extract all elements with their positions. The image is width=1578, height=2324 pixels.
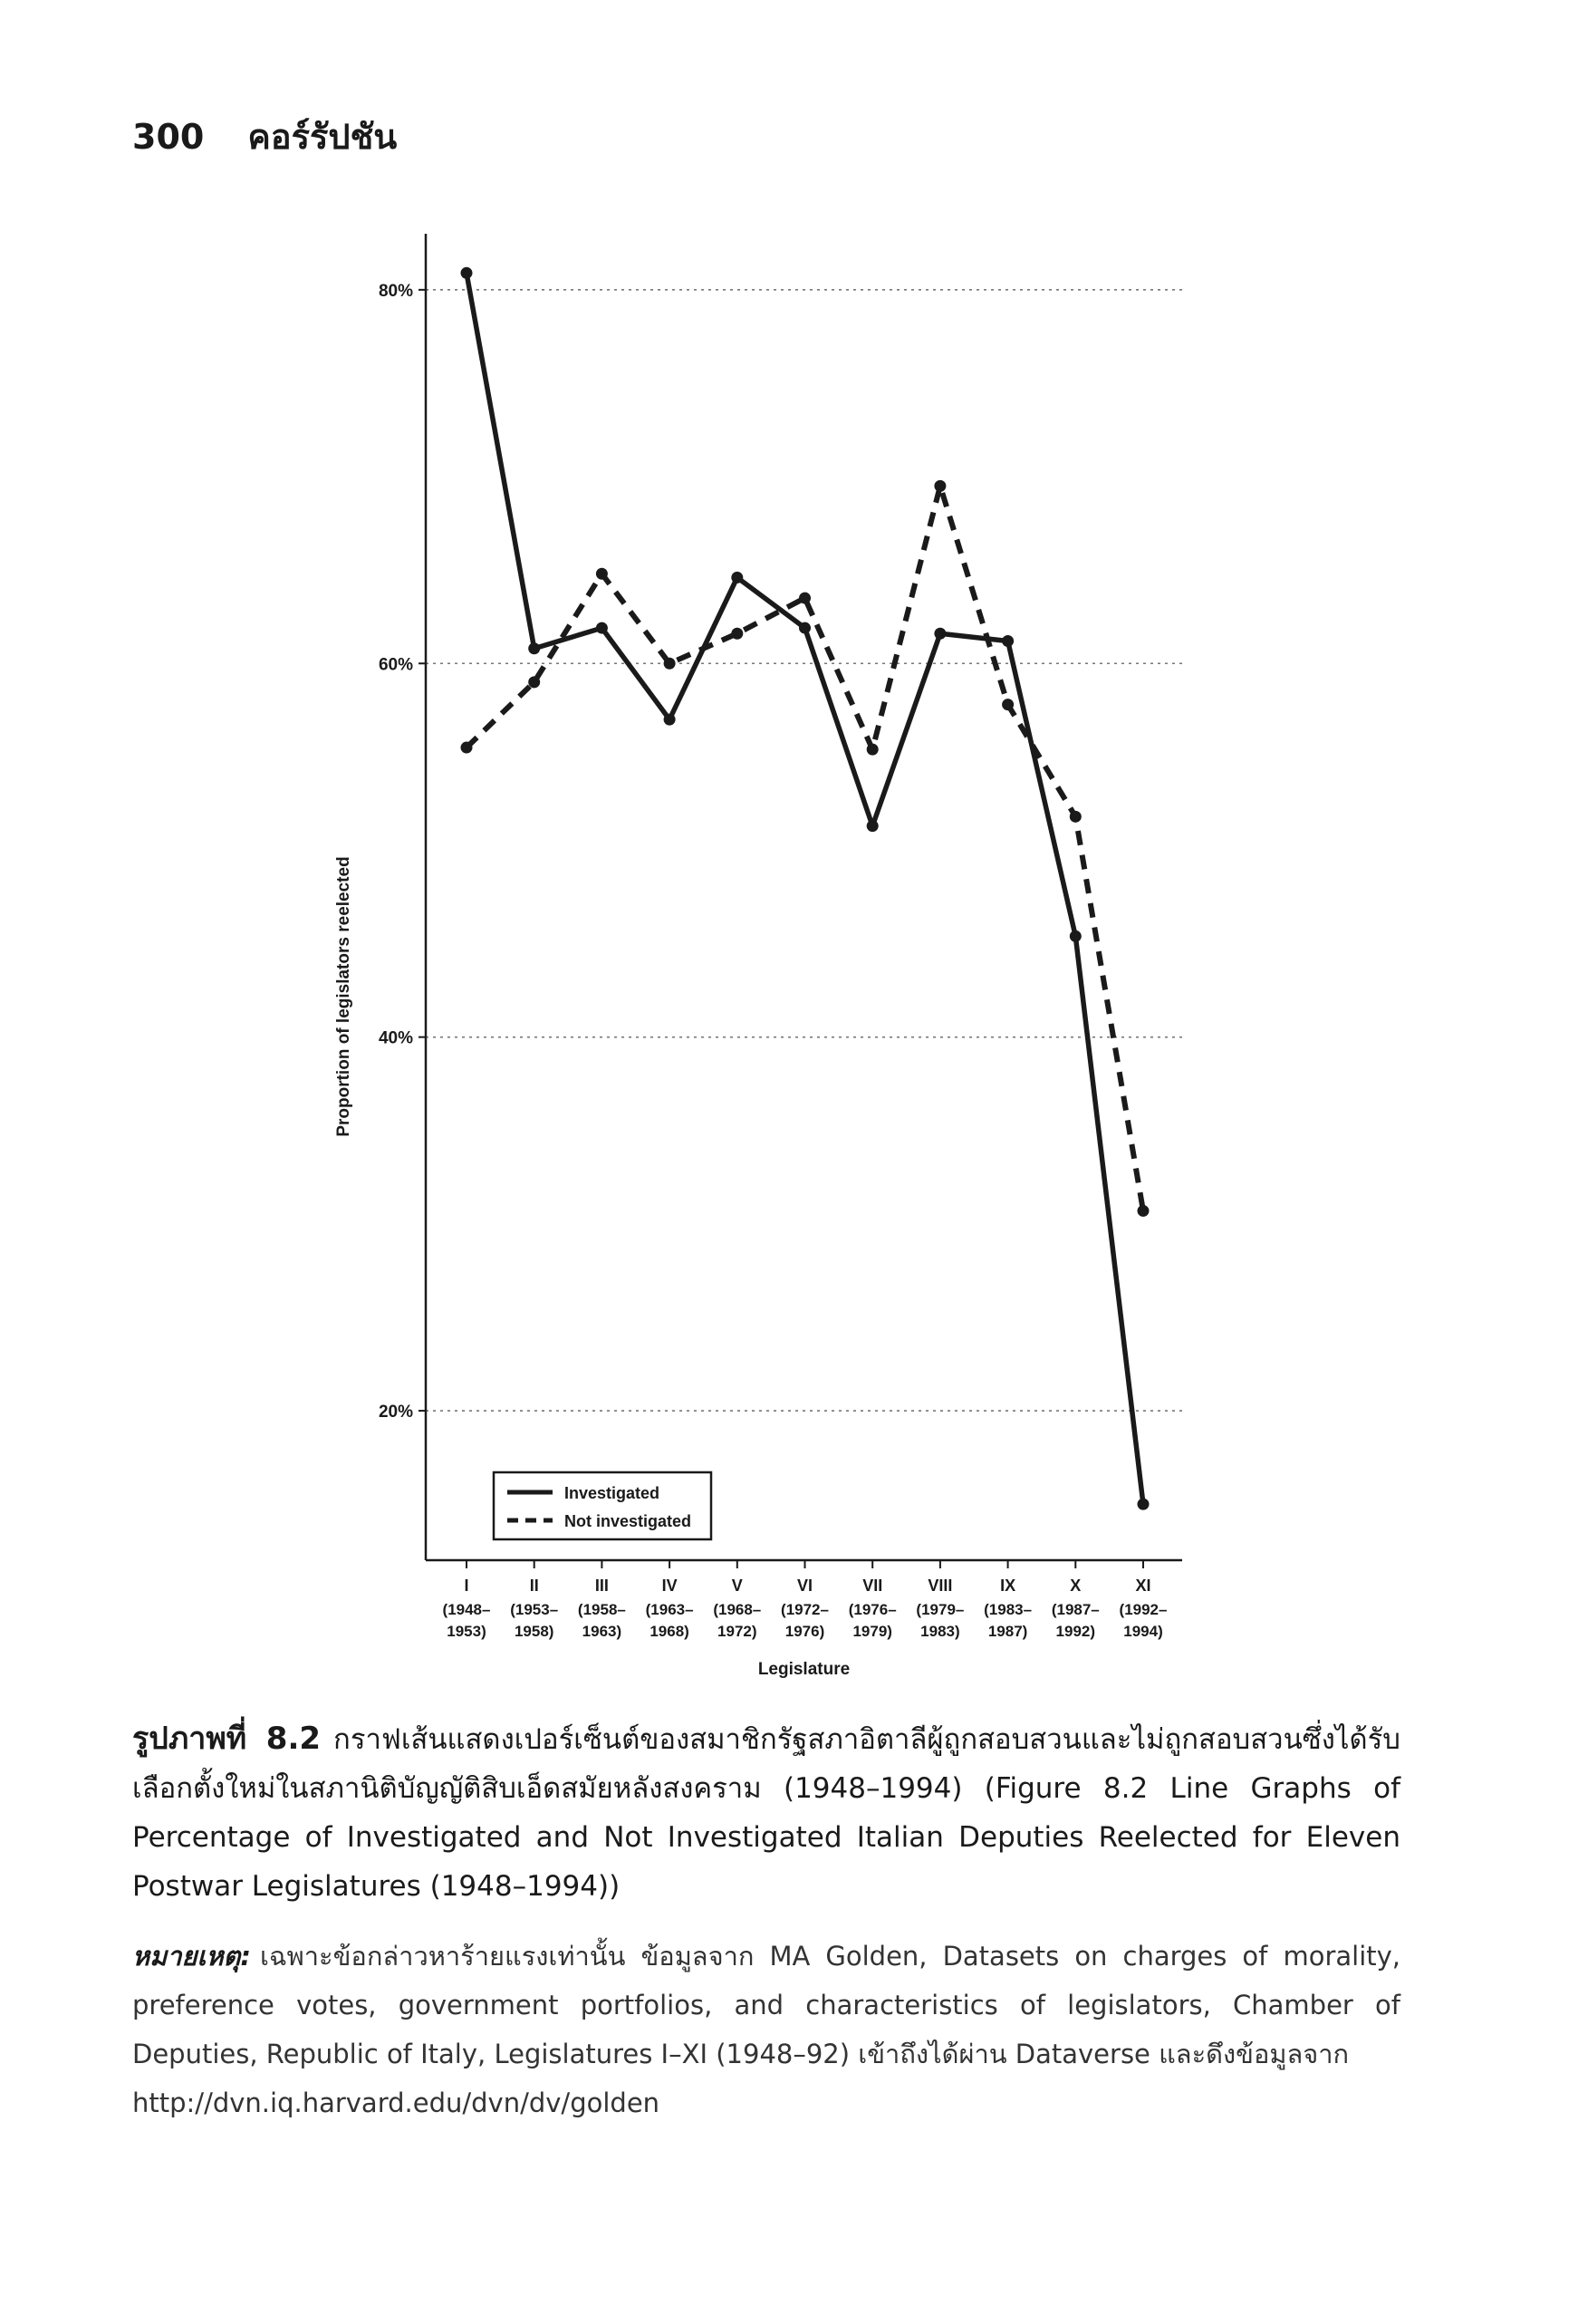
data-point-investigated — [1070, 931, 1082, 942]
x-tick-label-roman: VII — [862, 1577, 883, 1595]
figure-label: รูปภาพที่ 8.2 — [132, 1721, 322, 1757]
x-axis-title: Legislature — [757, 1660, 851, 1679]
data-point-not-investigated — [1070, 811, 1082, 823]
x-tick-label-years-end: 1994) — [1123, 1623, 1163, 1640]
note-url: http://dvn.iq.harvard.edu/dvn/dv/golden — [132, 2088, 660, 2118]
y-tick-label: 60% — [378, 655, 413, 675]
data-point-investigated — [799, 622, 811, 634]
data-point-investigated — [934, 628, 946, 640]
x-tick-label-years-start: (1972– — [781, 1601, 829, 1618]
x-tick-label-roman: V — [731, 1577, 743, 1595]
running-title: คอร์รัปชัน — [247, 117, 398, 157]
note-label: หมายเหตุ: — [132, 1941, 251, 1972]
data-point-investigated — [664, 714, 676, 726]
x-tick-label-roman: VI — [796, 1577, 813, 1595]
note-text: เฉพาะข้อกล่าวหาร้ายแรงเท่านั้น ข้อมูลจาก MA Golden, Datasets on charges of morality, preference votes, government portfolios, and characteristics of legislators, Chamber of Deputies, Republic of Italy, Legislatures I–XI (1948–92) เข้าถึงได้ผ่าน Dataverse และดึงข้อมูลจาก — [132, 1941, 1400, 2069]
y-tick-label: 20% — [378, 1403, 413, 1422]
x-tick-label-years-end: 1987) — [987, 1623, 1028, 1640]
grid-layer — [426, 290, 1182, 1411]
data-point-not-investigated — [731, 628, 743, 640]
y-tick-label: 80% — [378, 281, 413, 301]
x-tick-label-roman: X — [1070, 1577, 1082, 1595]
x-tick-label-roman: II — [529, 1577, 539, 1595]
data-point-not-investigated — [1138, 1205, 1150, 1217]
x-tick-label-years-start: (1992– — [1119, 1601, 1168, 1618]
data-point-not-investigated — [664, 658, 676, 670]
x-tick-label-years-end: 1953) — [447, 1623, 486, 1640]
data-point-investigated — [731, 572, 743, 583]
data-point-investigated — [461, 267, 473, 279]
data-point-not-investigated — [461, 742, 473, 754]
figure-note — [132, 1932, 1400, 2127]
x-tick-label-years-end: 1958) — [514, 1623, 554, 1640]
x-tick-label-years-end: 1972) — [717, 1623, 757, 1640]
y-tick-label: 40% — [378, 1028, 413, 1048]
x-tick-label-years-start: (1963– — [645, 1601, 694, 1618]
x-tick-label-roman: VIII — [928, 1577, 953, 1595]
figure-caption — [132, 1714, 1400, 1911]
data-point-investigated — [867, 820, 879, 832]
x-tick-label-years-start: (1958– — [577, 1601, 626, 1618]
x-tick-label-years-end: 1968) — [649, 1623, 689, 1640]
data-point-not-investigated — [934, 480, 946, 492]
series-line-investigated — [467, 273, 1143, 1504]
legend-label-investigated: Investigated — [564, 1484, 660, 1502]
legend — [494, 1472, 711, 1539]
data-point-investigated — [596, 622, 608, 634]
x-tick-label-years-start: (1953– — [510, 1601, 559, 1618]
caption-text: กราฟเส้นแสดงเปอร์เซ็นต์ของสมาชิกรัฐสภาอิตาลีผู้ถูกสอบสวนและไม่ถูกสอบสวนซึ่งได้รับเลือกตั้งใหม่ในสภานิติบัญญัติสิบเอ็ดสมัยหลังสงคราม (1948–1994) (Figure 8.2 Line Graphs of Percentage of Investigated and Not Investigated Italian Deputies Reelected for Eleven Postwar Legislatures (1948–1994)) — [132, 1723, 1400, 1903]
y-axis-title: Proportion of legislators reelected — [334, 856, 353, 1137]
x-tick-label-years-end: 1979) — [852, 1623, 892, 1640]
data-point-investigated — [1002, 635, 1014, 647]
data-point-not-investigated — [596, 568, 608, 580]
x-tick-label-years-start: (1979– — [916, 1601, 965, 1618]
x-tick-label-years-start: (1987– — [1051, 1601, 1100, 1618]
x-tick-label-years-start: (1948– — [442, 1601, 491, 1618]
data-point-investigated — [528, 642, 540, 654]
page-number: 300 — [132, 117, 205, 157]
x-tick-label-roman: IV — [661, 1577, 678, 1595]
axis-layer — [334, 234, 1182, 1679]
x-tick-label-roman: XI — [1135, 1577, 1151, 1595]
data-point-not-investigated — [799, 593, 811, 604]
x-tick-label-roman: I — [464, 1577, 469, 1595]
data-point-not-investigated — [1002, 699, 1014, 710]
x-tick-label-roman: IX — [1000, 1577, 1016, 1595]
x-tick-label-years-end: 1992) — [1055, 1623, 1096, 1640]
legend-label-not-investigated: Not investigated — [564, 1512, 692, 1530]
x-tick-label-years-end: 1976) — [784, 1623, 825, 1640]
x-tick-label-years-start: (1983– — [984, 1601, 1033, 1618]
x-tick-label-years-end: 1963) — [582, 1623, 622, 1640]
x-tick-label-roman: III — [594, 1577, 609, 1595]
data-point-not-investigated — [867, 744, 879, 756]
x-tick-label-years-end: 1983) — [920, 1623, 960, 1640]
x-tick-label-years-start: (1976– — [848, 1601, 897, 1618]
series-layer — [461, 267, 1150, 1510]
x-tick-label-years-start: (1968– — [713, 1601, 762, 1618]
data-point-not-investigated — [528, 676, 540, 688]
data-point-investigated — [1138, 1499, 1150, 1510]
